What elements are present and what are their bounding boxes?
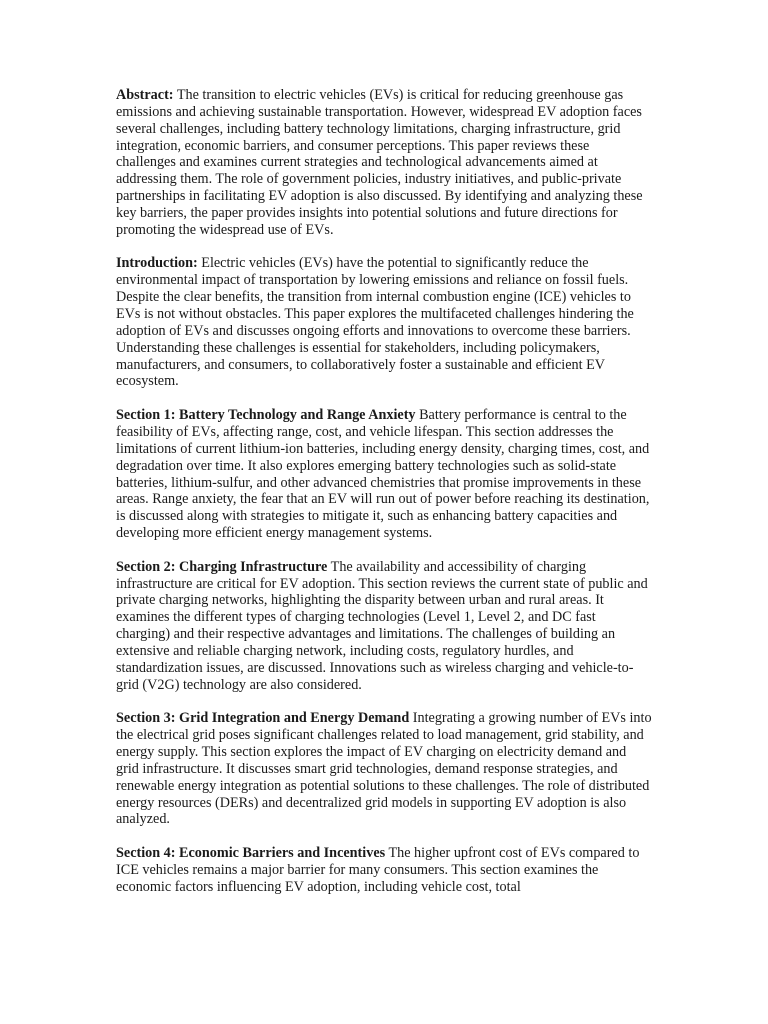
introduction-body: Electric vehicles (EVs) have the potential to significantly reduce the environmental impact of transportation by lowering emissions and reliance on fossil fuels. Despite the clear benefits, the transition from internal combustion engine (ICE) vehicles to EVs is not without obstacles. This paper explores the multifaceted challenges hindering the adoption of EVs and discusses ongoing efforts and innovations to overcome these barriers. Understanding these challenges is essential for stakeholders, including policymakers, manufacturers, and consumers, to collaboratively foster a sustainable and efficient EV ecosystem. (116, 255, 634, 390)
section-4-heading: Section 4: Economic Barriers and Incentives (116, 845, 386, 862)
section-2-heading: Section 2: Charging Infrastructure (116, 558, 328, 575)
section-2-body: The availability and accessibility of charging infrastructure are critical for EV adoption. This section reviews the current state of public and private charging networks, highlighting the disparity between urban and rural areas. It examines the different types of charging technologies (Level 1, Level 2, and DC fast charging) and their respective advantages and limitations. The challenges of building an extensive and reliable charging network, including costs, regulatory hurdles, and standardization issues, are discussed. Innovations such as wireless charging and vehicle-to-grid (V2G) technology are also considered. (116, 558, 648, 693)
abstract-heading: Abstract: (116, 87, 174, 103)
section-3-heading: Section 3: Grid Integration and Energy Demand (116, 710, 410, 727)
abstract-body: The transition to electric vehicles (EVs) is critical for reducing greenhouse gas emissions and achieving sustainable transportation. However, widespread EV adoption faces several challenges, including battery technology limitations, charging infrastructure, grid integration, economic barriers, and consumer perceptions. This paper reviews these challenges and examines current strategies and technological advancements aimed at addressing them. The role of government policies, industry initiatives, and public-private partnerships in facilitating EV adoption is also discussed. By identifying and analyzing these key barriers, the paper provides insights into potential solutions and future directions for promoting the widespread use of EVs. (116, 87, 643, 238)
section-4-paragraph (116, 845, 652, 896)
document-page (116, 87, 652, 913)
section-1-body: Battery performance is central to the feasibility of EVs, affecting range, cost, and vehicle lifespan. This section addresses the limitations of current lithium-ion batteries, including energy density, charging times, cost, and degradation over time. It also explores emerging battery technologies such as solid-state batteries, lithium-sulfur, and other advanced chemistries that promise improvements in these areas. Range anxiety, the fear that an EV will run out of power before reaching its destination, is discussed along with strategies to mitigate it, such as enhancing battery capacities and developing more efficient energy management systems. (116, 407, 650, 542)
section-3-paragraph (116, 710, 652, 828)
introduction-heading: Introduction: (116, 255, 198, 272)
introduction-paragraph (116, 255, 652, 390)
section-4-body: The higher upfront cost of EVs compared to ICE vehicles remains a major barrier for many consumers. This section examines the economic factors influencing EV adoption, including vehicle cost, total (116, 845, 640, 895)
section-1-heading: Section 1: Battery Technology and Range Anxiety (116, 407, 416, 424)
abstract-paragraph (116, 87, 652, 239)
section-2-paragraph (116, 559, 652, 694)
section-1-paragraph (116, 407, 652, 542)
section-3-body: Integrating a growing number of EVs into the electrical grid poses significant challenges related to load management, grid stability, and energy supply. This section explores the impact of EV charging on electricity demand and grid infrastructure. It discusses smart grid technologies, demand response strategies, and renewable energy integration as potential solutions to these challenges. The role of distributed energy resources (DERs) and decentralized grid models in supporting EV adoption is also analyzed. (116, 710, 652, 828)
